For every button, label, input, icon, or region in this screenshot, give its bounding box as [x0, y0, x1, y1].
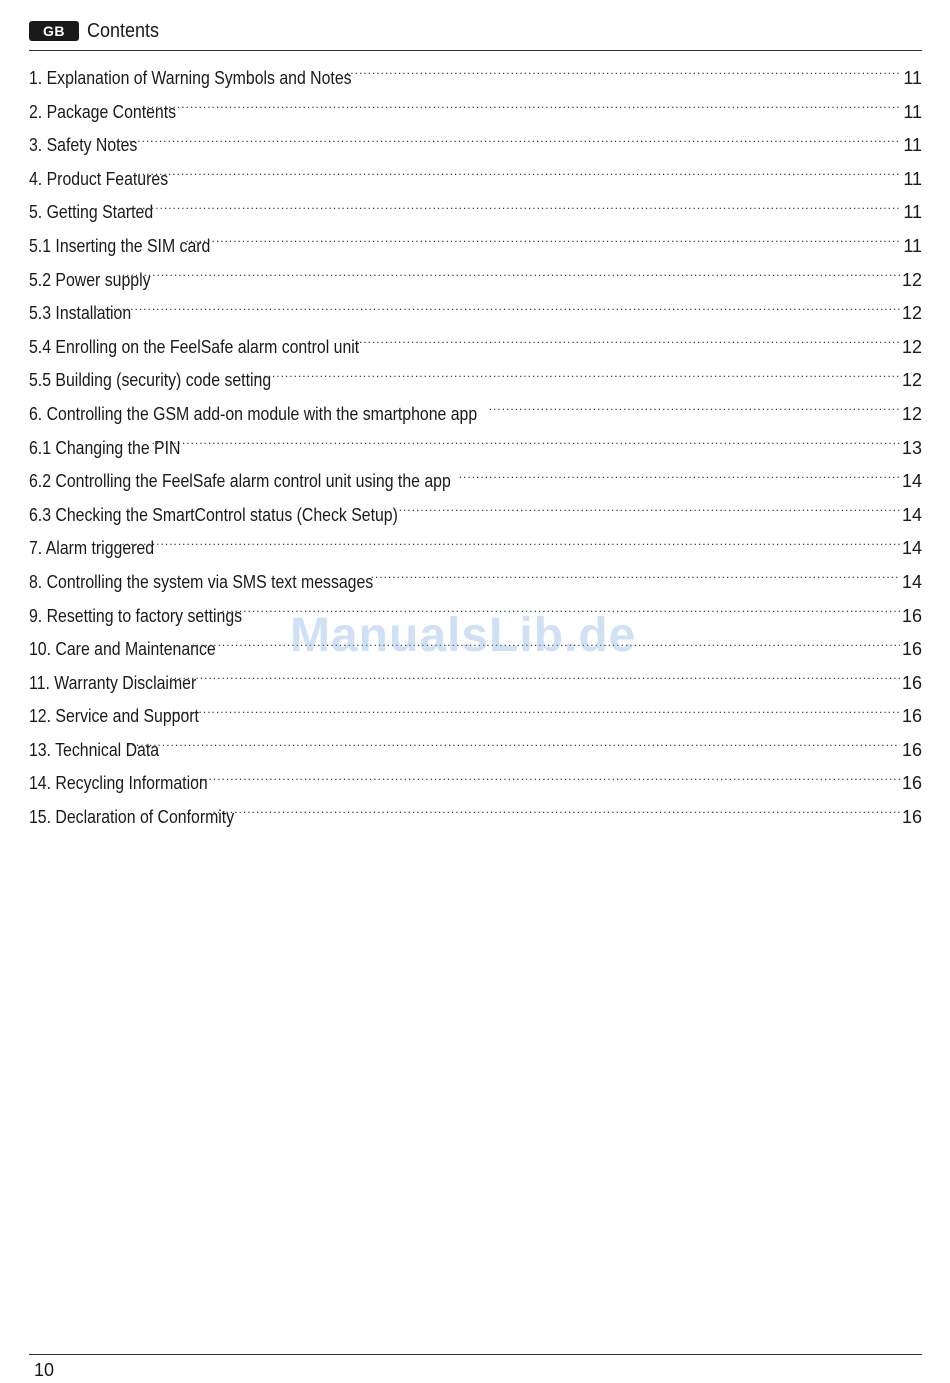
toc-entry[interactable] [29, 600, 922, 634]
toc-entry-page: 14 [901, 504, 922, 525]
dot-leader [255, 374, 900, 386]
toc-entry[interactable] [29, 331, 922, 365]
toc-entry[interactable] [29, 465, 922, 499]
toc-entry-label: 5.3 Installation [29, 303, 132, 324]
toc-entry-label: 3. Safety Notes [29, 135, 138, 156]
toc-entry[interactable] [29, 700, 922, 734]
dot-leader [138, 173, 900, 185]
toc-entry[interactable] [29, 264, 922, 298]
footer-divider [29, 1354, 922, 1355]
toc-entry[interactable] [29, 196, 922, 230]
toc-entry-page: 16 [901, 807, 922, 828]
toc-entry-label: 10. Care and Maintenance [29, 639, 216, 660]
table-of-contents [29, 62, 922, 835]
dot-leader [213, 811, 900, 823]
dot-leader [355, 341, 900, 353]
toc-entry-label: 14. Recycling Information [29, 773, 208, 794]
dot-leader [147, 106, 900, 118]
dot-leader [122, 542, 900, 554]
toc-entry[interactable] [29, 633, 922, 667]
toc-entry-page: 16 [901, 672, 922, 693]
toc-entry-label: 9. Resetting to factory settings [29, 605, 243, 626]
dot-leader [186, 240, 900, 252]
toc-entry[interactable] [29, 297, 922, 331]
toc-entry[interactable] [29, 734, 922, 768]
page-title: Contents [87, 20, 160, 42]
toc-entry-label: 5.2 Power supply [29, 269, 151, 290]
dot-leader [489, 408, 900, 420]
toc-entry-page: 14 [901, 571, 922, 592]
toc-entry[interactable] [29, 364, 922, 398]
toc-entry-page: 11 [903, 68, 922, 88]
toc-entry-label: 5.5 Building (security) code setting [29, 370, 272, 391]
toc-entry[interactable] [29, 163, 922, 197]
toc-entry-label: 4. Product Features [29, 168, 169, 189]
toc-entry[interactable] [29, 398, 922, 432]
toc-entry-page: 11 [903, 101, 922, 122]
dot-leader [96, 307, 900, 319]
toc-entry-page: 12 [901, 336, 922, 357]
toc-entry-page: 12 [901, 269, 922, 290]
page-header [29, 16, 922, 51]
dot-leader [399, 509, 900, 521]
toc-entry[interactable] [29, 62, 922, 96]
toc-entry-page: 12 [901, 303, 922, 324]
toc-entry-page: 16 [901, 773, 922, 794]
toc-entry[interactable] [29, 801, 922, 835]
toc-entry-label: 2. Package Contents [29, 101, 177, 122]
toc-entry-label: 6.3 Checking the SmartControl status (Check Setup) [29, 504, 398, 525]
toc-entry-label: 5.1 Inserting the SIM card [29, 235, 211, 256]
toc-entry[interactable] [29, 532, 922, 566]
language-badge: GB [29, 21, 79, 41]
toc-entry-page: 11 [903, 202, 922, 223]
toc-entry-label: 12. Service and Support [29, 706, 199, 727]
toc-entry-page: 16 [901, 605, 922, 626]
toc-entry[interactable] [29, 129, 922, 163]
dot-leader [371, 576, 900, 588]
dot-leader [169, 677, 900, 689]
toc-entry-label: 6.1 Changing the PIN [29, 437, 181, 458]
toc-entry-page: 16 [901, 639, 922, 660]
toc-entry[interactable] [29, 566, 922, 600]
toc-entry-page: 14 [901, 538, 922, 559]
dot-leader [173, 710, 900, 722]
toc-entry[interactable] [29, 667, 922, 701]
dot-leader [192, 643, 900, 655]
toc-entry-page: 16 [901, 706, 922, 727]
toc-entry-page: 11 [903, 168, 922, 189]
dot-leader [346, 72, 900, 84]
toc-entry-page: 16 [901, 739, 922, 760]
toc-entry-page: 12 [901, 403, 922, 424]
dot-leader [103, 139, 901, 151]
dot-leader [183, 777, 900, 789]
toc-entry-label: 11. Warranty Disclaimer [29, 672, 197, 693]
toc-entry-label: 5. Getting Started [29, 202, 154, 223]
toc-entry-page: 11 [903, 135, 922, 156]
toc-entry[interactable] [29, 767, 922, 801]
toc-entry-label: 6. Controlling the GSM add-on module with the smartphone app [29, 403, 478, 424]
dot-leader [121, 206, 900, 218]
dot-leader [459, 475, 900, 487]
toc-entry-label: 13. Technical Data [29, 739, 160, 760]
toc-entry-label: 5.4 Enrolling on the FeelSafe alarm control unit [29, 336, 360, 357]
toc-entry[interactable] [29, 96, 922, 130]
dot-leader [222, 610, 900, 622]
dot-leader [127, 744, 900, 756]
toc-entry-label: 1. Explanation of Warning Symbols and Notes [29, 68, 352, 88]
toc-entry-label: 6.2 Controlling the FeelSafe alarm control unit using the app [29, 471, 451, 492]
toc-entry[interactable] [29, 230, 922, 264]
watermark: ManualsLib.de [290, 609, 637, 662]
toc-entry[interactable] [29, 499, 922, 533]
dot-leader [118, 274, 900, 286]
toc-entry-page: 14 [901, 471, 922, 492]
toc-entry-page: 11 [903, 235, 922, 256]
dot-leader [152, 442, 900, 454]
toc-entry-page: 12 [901, 370, 922, 391]
toc-entry-label: 15. Declaration of Conformity [29, 807, 235, 828]
page-number: 10 [34, 1360, 55, 1380]
toc-entry[interactable] [29, 432, 922, 466]
toc-entry-label: 8. Controlling the system via SMS text messages [29, 571, 374, 592]
toc-entry-page: 13 [901, 437, 922, 458]
toc-entry-label: 7. Alarm triggered [29, 538, 155, 559]
